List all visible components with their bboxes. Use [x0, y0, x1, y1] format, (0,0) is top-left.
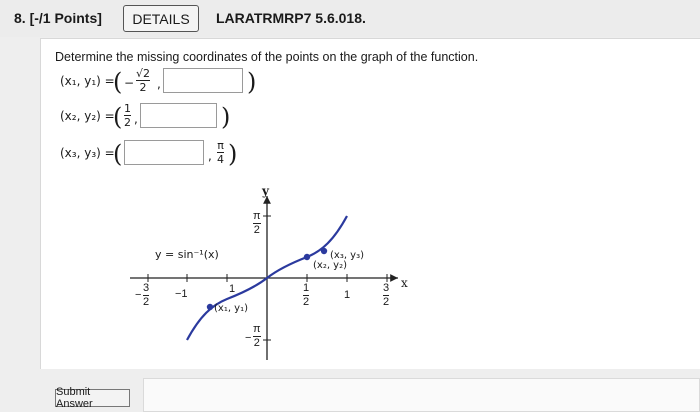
y-tick-label-pi-half	[253, 211, 261, 236]
question-prompt: Determine the missing coordinates of the points on the graph of the function.	[55, 50, 479, 64]
x-tick-label-half	[303, 283, 309, 308]
minus-sign: −	[124, 76, 135, 90]
point-2-label: (x₂, y₂) =	[60, 109, 115, 123]
y3-numerator: π	[217, 139, 224, 152]
open-paren: (	[113, 68, 123, 96]
y-axis-label: y	[262, 184, 269, 198]
point-3-label: (x₃, y₃) =	[60, 146, 115, 160]
point-1-marker	[207, 304, 213, 310]
x-tick-label-neg-three-half	[143, 283, 149, 308]
point-3-marker	[321, 248, 327, 254]
comma: ,	[208, 149, 212, 163]
y3-denominator: 4	[217, 153, 224, 166]
question-code: LARATRMRP7 5.6.018.	[216, 10, 366, 26]
point-2-marker	[304, 254, 310, 260]
response-area	[143, 378, 700, 412]
tick-denominator: 2	[303, 296, 310, 308]
point-2-label-graph: (x₂, y₂)	[313, 260, 348, 271]
comma: ,	[134, 112, 138, 126]
close-paren: )	[247, 68, 257, 96]
tick-denominator: 2	[383, 296, 390, 308]
x-tick-neg-sign: −	[135, 289, 142, 301]
question-number: 8. [-/1 Points]	[14, 10, 102, 26]
x1-numerator: √2	[136, 67, 151, 80]
open-paren: (	[113, 140, 123, 168]
tick-denominator: 2	[253, 337, 260, 349]
open-paren: (	[113, 103, 123, 131]
tick-denominator: 2	[143, 296, 150, 308]
x1-denominator: 2	[139, 81, 147, 94]
tick-denominator: 2	[253, 224, 260, 236]
details-button[interactable]: DETAILS	[123, 5, 199, 32]
tick-numerator: 1	[303, 282, 310, 294]
close-paren: )	[221, 103, 231, 131]
tick-numerator: 3	[143, 282, 150, 294]
x2-numerator: 1	[124, 102, 131, 115]
x-axis-label: x	[401, 276, 408, 290]
function-label: y = sin⁻¹(x)	[155, 248, 219, 261]
tick-numerator: π	[253, 210, 261, 222]
y-tick-neg-sign: −	[245, 332, 252, 344]
comma: ,	[157, 77, 161, 91]
point-3-label-graph: (x₃, y₃)	[330, 250, 365, 261]
tick-numerator: π	[253, 323, 261, 335]
x-tick-label-neg-one: −1	[175, 288, 188, 300]
point-1-label: (x₁, y₁) =	[60, 74, 115, 88]
tick-numerator: 3	[383, 282, 390, 294]
x-tick-label-neg-half-num: 1	[229, 283, 236, 295]
x2-denominator: 2	[124, 116, 131, 129]
x-tick-label-three-half	[383, 283, 389, 308]
point-1-label-graph: (x₁, y₁)	[214, 303, 249, 314]
close-paren: )	[228, 140, 238, 168]
y-tick-label-neg-pi-half	[253, 324, 261, 349]
submit-answer-button[interactable]: Submit Answer	[55, 389, 130, 407]
x-tick-label-one: 1	[344, 289, 351, 301]
